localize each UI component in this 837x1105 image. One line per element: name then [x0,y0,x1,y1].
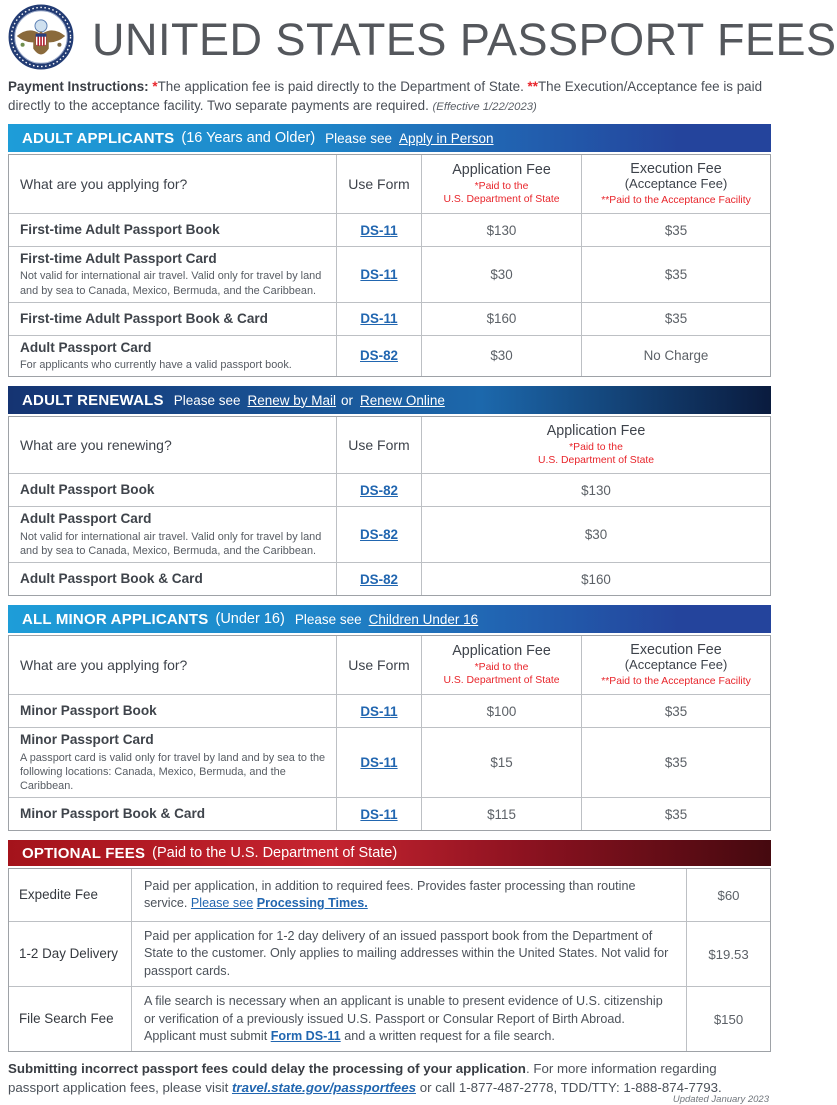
table-row [9,869,770,921]
column-header-execution-fee: Execution Fee (Acceptance Fee) **Paid to the Acceptance Facility [581,636,770,694]
column-header-use-form: Use Form [336,636,421,694]
column-header-application-fee: Application Fee *Paid to the U.S. Department of State [421,636,581,694]
application-fee-value: $115 [421,798,581,830]
fee-value: $60 [686,869,770,921]
table-row [9,213,770,246]
ds-82-link[interactable]: DS-82 [360,527,398,543]
item-description: For applicants who currently have a valid passport book. [20,359,292,372]
item-name: Adult Passport Book [20,482,155,498]
execution-fee-value: No Charge [581,336,770,376]
adult-applicants-banner [8,124,771,152]
item-description: Not valid for international air travel. Valid only for travel by land and by sea to Canada, Mexico, Bermuda, and the Caribbean. [20,530,322,557]
table-row [9,506,770,562]
table-row [9,921,770,986]
execution-fee-value: $35 [581,214,770,246]
section-title: ALL MINOR APPLICANTS [22,610,209,628]
section-age-range: (16 Years and Older) [181,130,316,147]
instruction-text-2: The Execution/Acceptance fee is paid directly to the acceptance facility. Two separate payments are required. [8,79,763,114]
column-header-question: What are you renewing? [20,437,172,454]
column-header-use-form: Use Form [336,417,421,473]
double-asterisk: ** [527,79,538,94]
column-header-question: What are you applying for? [20,176,188,193]
application-fee-note: *Paid to the U.S. Department of State [537,441,655,467]
page-title: UNITED STATES PASSPORT FEES [92,13,837,65]
section-subtitle: (Paid to the U.S. Department of State) [152,845,398,862]
ds-11-link[interactable]: DS-11 [360,311,398,327]
footer-note: Submitting incorrect passport fees could delay the processing of your application. For more information regarding passport application fees, please visit travel.state.gov/passportfees or call 1-877-487-2778, TDD/TTY: 1-888-874-7793. [8,1061,722,1096]
renew-by-mail-link[interactable]: Renew by Mail [247,392,337,408]
please-see-text: Please see [173,392,241,408]
item-description: Not valid for international air travel. Valid only for travel by land and by sea to Canada, Mexico, Bermuda, and the Caribbean. [20,270,322,297]
item-name: Adult Passport Book & Card [20,571,203,587]
execution-fee-value: $35 [581,303,770,335]
section-title: OPTIONAL FEES [22,844,146,862]
adult-renewals-table [8,416,771,596]
fee-value: $150 [686,987,770,1051]
application-fee-value: $160 [421,563,770,595]
application-fee-value: $30 [421,336,581,376]
item-name: First-time Adult Passport Book & Card [20,310,268,326]
ds-82-link[interactable]: DS-82 [360,348,398,364]
fee-label: 1-2 Day Delivery [19,945,118,961]
footer-warning: Submitting incorrect passport fees could delay the processing of your application [8,1061,526,1077]
fee-description: A file search is necessary when an applicant is unable to present evidence of U.S. citizenship or verification of a previously issued U.S. Passport or Consular Report of Birth Abroad. Applicant must submit Form DS-11 and a written request for a file search. [131,987,686,1051]
ds-11-link[interactable]: DS-11 [360,222,398,238]
effective-date: (Effective 1/22/2023) [432,101,537,114]
execution-fee-value: $35 [581,798,770,830]
item-name: Adult Passport Card [20,511,152,527]
minor-applicants-banner [8,605,771,633]
section-age-range: (Under 16) [215,611,285,628]
table-row [9,797,770,830]
fee-description: Paid per application, in addition to required fees. Provides faster processing than routine service. Please see Processing Times. [131,869,686,921]
table-row [9,694,770,727]
ds-11-link[interactable]: DS-11 [360,806,398,822]
item-name: Adult Passport Card [20,339,152,355]
travel-state-gov-link[interactable]: travel.state.gov/passportfees [231,1080,416,1096]
minor-applicants-table [8,635,771,831]
table-header-row [9,155,770,213]
adult-applicants-table [8,154,771,377]
please-see-text: Please see [325,130,392,146]
application-fee-value: $160 [421,303,581,335]
execution-fee-value: $35 [581,695,770,727]
execution-fee-note: **Paid to the Acceptance Facility [601,194,751,206]
table-header-row [9,417,770,473]
execution-fee-note: **Paid to the Acceptance Facility [601,676,751,688]
department-of-state-seal-icon [10,6,72,73]
or-text: or [341,392,354,408]
execution-fee-value: $35 [581,247,770,302]
item-name: Minor Passport Card [20,732,154,748]
item-name: Minor Passport Book [20,703,157,719]
ds-11-link[interactable]: DS-11 [360,703,398,719]
table-row [9,727,770,797]
table-header-row [9,636,770,694]
item-name: First-time Adult Passport Card [20,251,217,267]
application-fee-note: *Paid to the U.S. Department of State [443,661,560,687]
optional-fees-table [8,868,771,1052]
section-title: ADULT APPLICANTS [22,129,175,147]
form-ds-11-link[interactable]: Form DS-11 [270,1028,341,1043]
table-row [9,246,770,302]
ds-11-link[interactable]: DS-11 [360,755,398,771]
application-fee-value: $15 [421,728,581,797]
children-under-16-link[interactable]: Children Under 16 [368,611,479,627]
column-header-use-form: Use Form [336,155,421,213]
ds-82-link[interactable]: DS-82 [360,482,398,498]
application-fee-value: $30 [421,247,581,302]
adult-renewals-banner [8,386,771,414]
column-header-application-fee: Application Fee *Paid to the U.S. Department of State [421,417,770,473]
processing-times-link[interactable]: Processing Times. [256,896,368,911]
apply-in-person-link[interactable]: Apply in Person [398,130,494,146]
section-title: ADULT RENEWALS [22,391,164,409]
item-name: First-time Adult Passport Book [20,221,220,237]
application-fee-value: $100 [421,695,581,727]
optional-fees-banner [8,840,771,866]
column-header-question: What are you applying for? [20,657,188,674]
renew-online-link[interactable]: Renew Online [360,392,445,408]
execution-fee-value: $35 [581,728,770,797]
fee-label: File Search Fee [19,1010,114,1026]
application-fee-value: $130 [421,474,770,506]
updated-date: Updated January 2023 [672,1094,769,1105]
table-row [9,986,770,1051]
please-see-link[interactable]: Please see [190,896,254,911]
application-fee-value: $30 [421,507,770,562]
payment-instructions-label: Payment Instructions: [8,79,149,94]
fee-description: Paid per application for 1-2 day delivery of an issued passport book from the Department of State to the customer. Only applies to mailing addresses within the United States. Not valid for passport cards. [131,922,686,986]
asterisk: * [152,79,158,94]
application-fee-value: $130 [421,214,581,246]
ds-82-link[interactable]: DS-82 [360,571,398,587]
instruction-text-1: The application fee is paid directly to the Department of State. [157,79,524,94]
fee-value: $19.53 [686,922,770,986]
column-header-execution-fee: Execution Fee (Acceptance Fee) **Paid to the Acceptance Facility [581,155,770,213]
table-row [9,562,770,595]
table-row [9,473,770,506]
table-row [9,302,770,335]
payment-instructions [8,77,771,115]
application-fee-note: *Paid to the U.S. Department of State [443,180,560,206]
ds-11-link[interactable]: DS-11 [360,266,398,282]
item-name: Minor Passport Book & Card [20,805,206,821]
fee-label: Expedite Fee [19,886,98,902]
document-header [8,0,837,74]
item-description: A passport card is valid only for travel by land and by sea to the following locations: Canada, Mexico, Bermuda, and the Caribbean. [20,751,326,792]
please-see-text: Please see [294,611,362,627]
column-header-application-fee: Application Fee *Paid to the U.S. Department of State [421,155,581,213]
table-row [9,335,770,376]
